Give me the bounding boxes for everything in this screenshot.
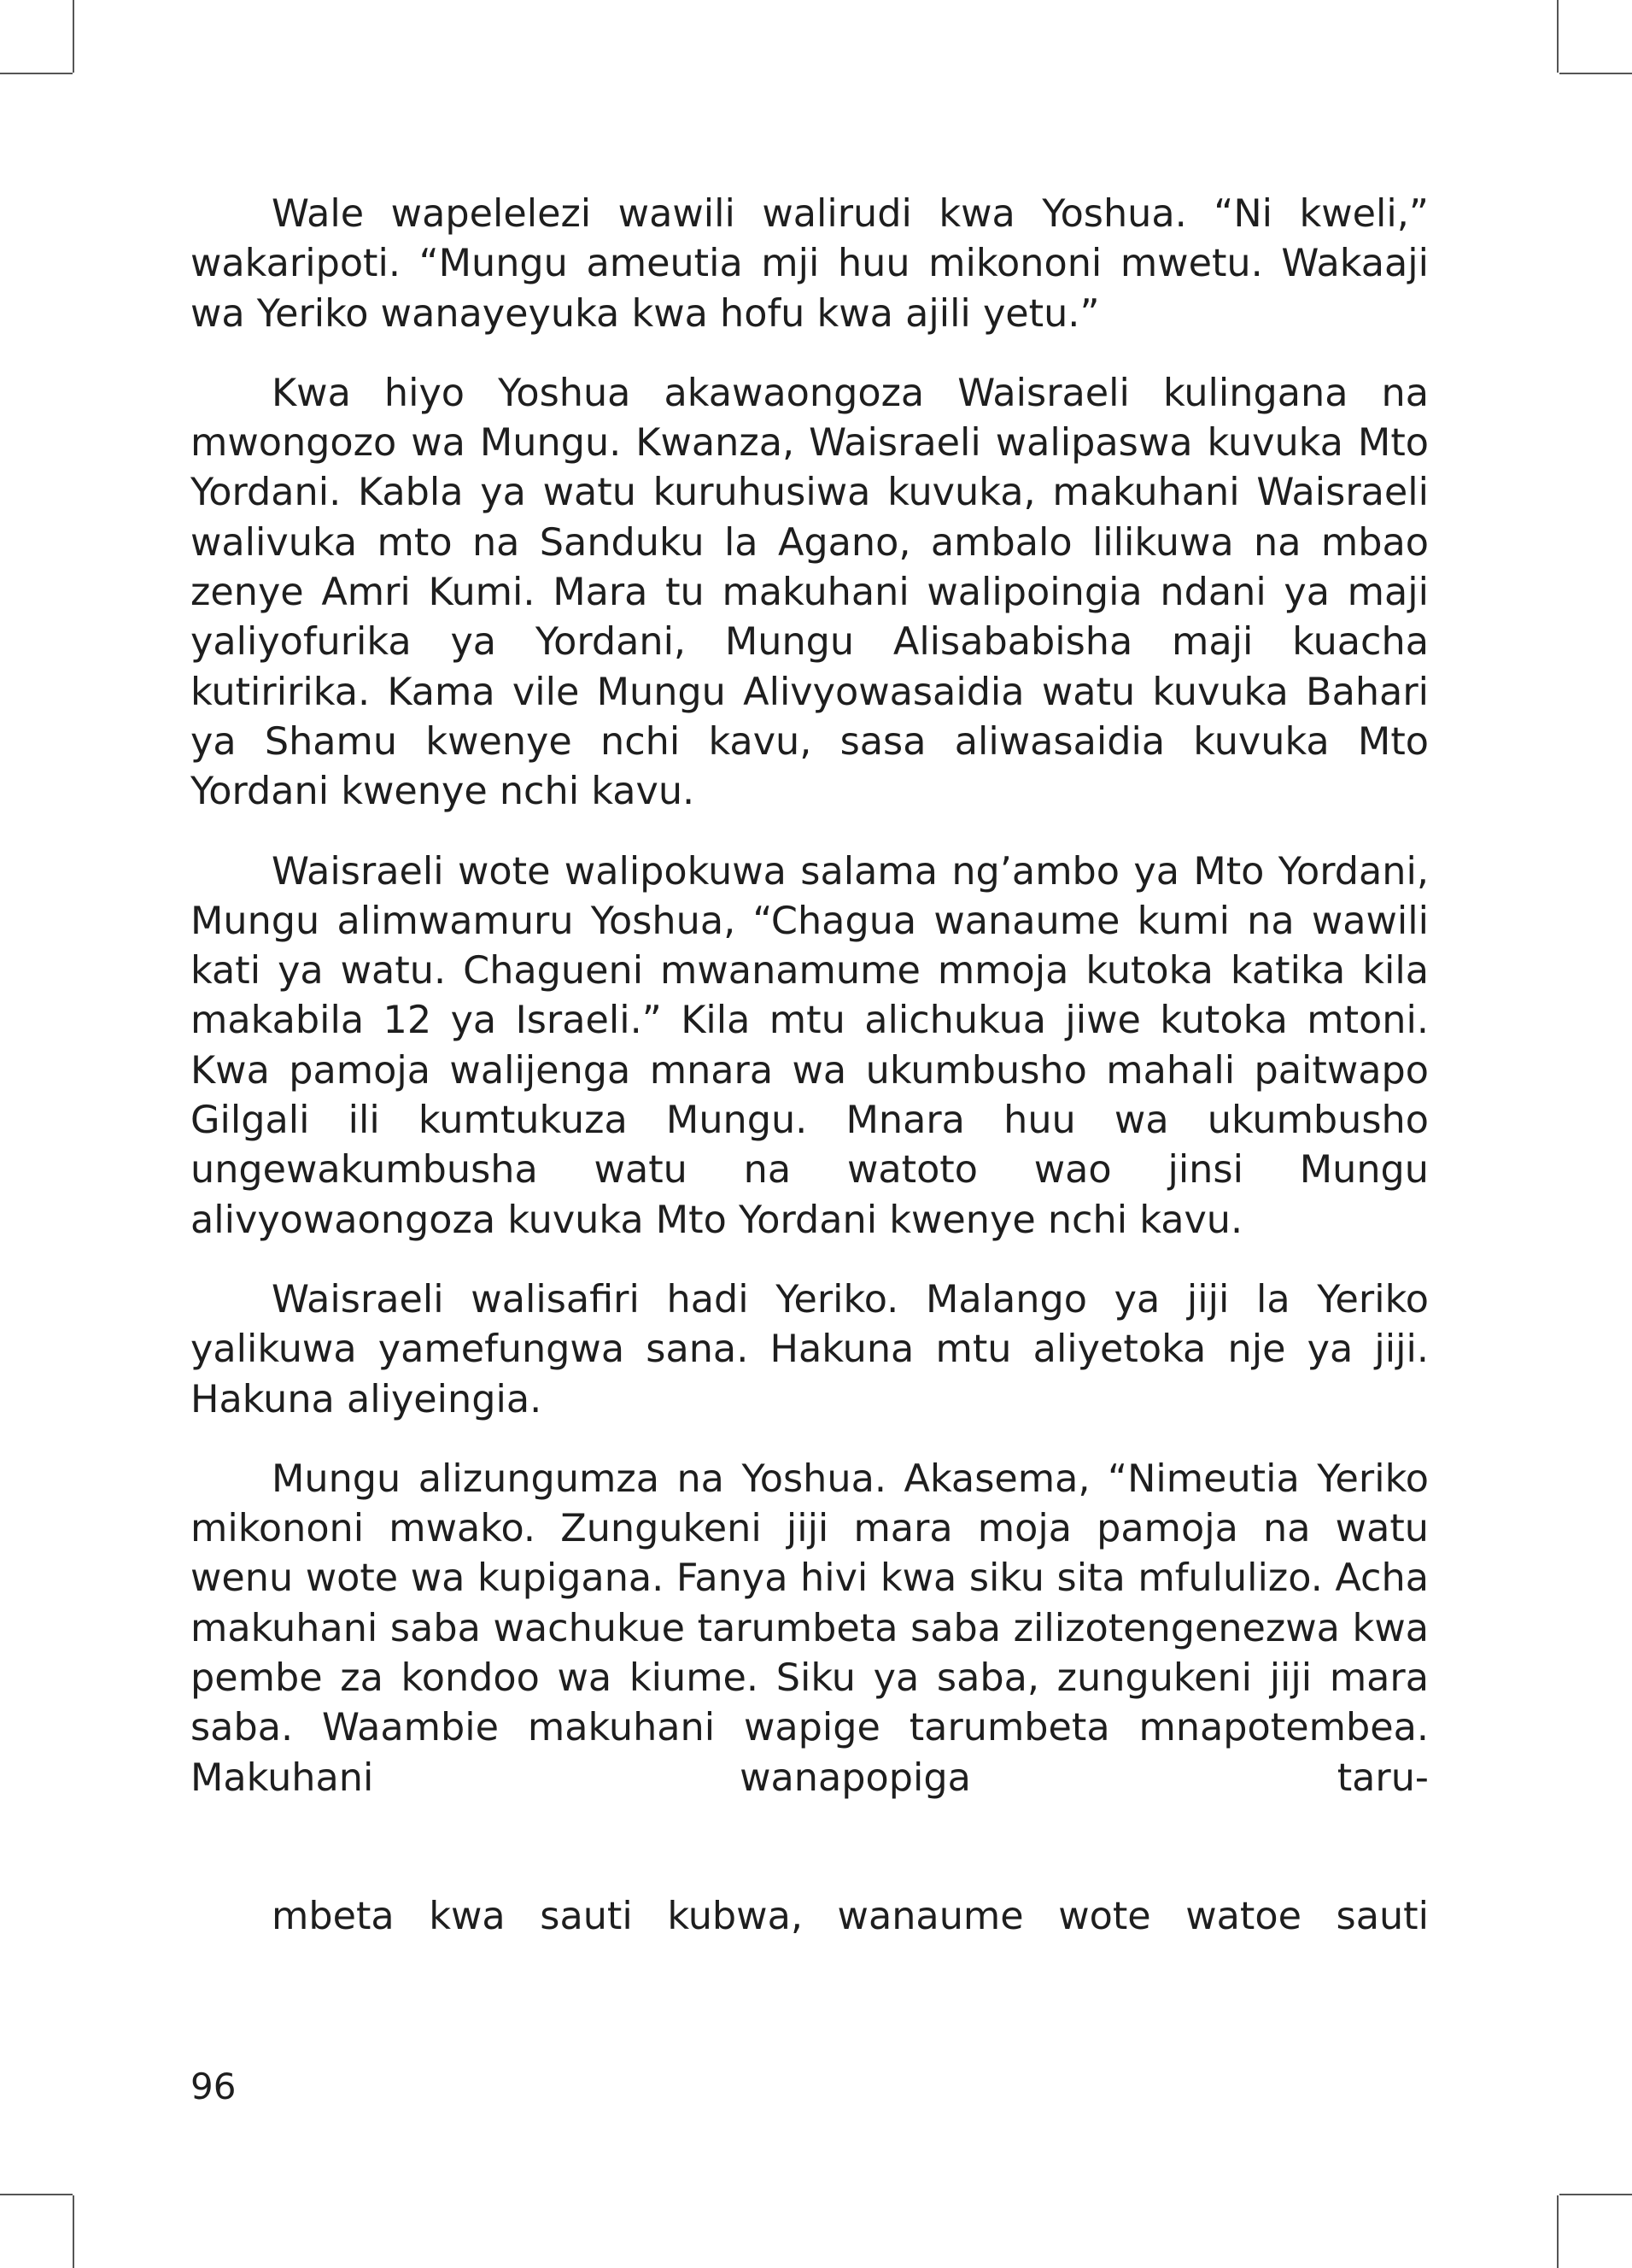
paragraph-4: Waisraeli walisafiri hadi Yeriko. Malango ya jiji la Yeriko yalikuwa yamefungwa sana. Hakuna mtu aliyetoka nje ya jiji. Hakuna aliyeingia. xyxy=(190,1277,1429,1421)
crop-mark-bottom-right-vertical xyxy=(1557,2195,1559,2268)
body-text xyxy=(190,190,1429,1833)
paragraph-2: Kwa hiyo Yoshua akawaongoza Waisraeli kulingana na mwongozo wa Mungu. Kwanza, Waisraeli walipaswa kuvuka Mto Yordani. Kabla ya watu kuruhusiwa kuvuka, makuhani Waisraeli walivuka mto na Sanduku la Agano, ambalo lilikuwa na mbao zenye Amri Kumi. Mara tu makuhani walipoingia ndani ya maji yaliyofurika ya Yordani, Mungu Alisababisha maji kuacha kutiririka. Kama vile Mungu Alivyowasaidia watu kuvuka Bahari ya Shamu kwenye nchi kavu, sasa aliwasaidia kuvuka Mto Yordani kwenye nchi kavu. xyxy=(190,371,1429,814)
page-number: 96 xyxy=(190,2066,237,2107)
crop-mark-top-right-vertical xyxy=(1557,0,1559,73)
paragraph-3: Waisraeli wote walipokuwa salama ng’ambo ya Mto Yordani, Mungu alimwamuru Yoshua, “Chagua wanaume kumi na wawili kati ya watu. Chagueni mwanamume mmoja kutoka katika kila makabila 12 ya Israeli.” Kila mtu alichukua jiwe kutoka mtoni. Kwa pamoja walijenga mnara wa ukumbusho mahali paitwapo Gilgali ili kumtukuza Mungu. Mnara huu wa ukumbusho ungewakumbusha watu na watoto wao jinsi Mungu alivyowaongoza kuvuka Mto Yordani kwenye nchi kavu. xyxy=(190,849,1429,1242)
crop-mark-bottom-right-horizontal xyxy=(1559,2194,1632,2195)
crop-mark-bottom-left-horizontal xyxy=(0,2194,73,2195)
paragraph-5: Mungu alizungumza na Yoshua. Akasema, “Nimeutia Yeriko mikononi mwako. Zungukeni jiji mara moja pamoja na watu wenu wote wa kupigana. Fanya hivi kwa siku sita mfululizo. Acha makuhani saba wachukue tarumbeta saba zilizotengenezwa kwa pembe za kondoo wa kiume. Siku ya saba, zungukeni jiji mara saba. Waambie makuhani wapige tarumbeta mnapotembea. Makuhani wanapopiga taru- xyxy=(190,1456,1429,1800)
crop-mark-top-left-vertical xyxy=(73,0,74,73)
crop-mark-bottom-left-vertical xyxy=(73,2195,74,2268)
paragraph-1: Wale wapelelezi wawili walirudi kwa Yoshua. “Ni kweli,” wakaripoti. “Mungu ameutia mji huu mikononi mwetu. Wakaaji wa Yeriko wanayeyuka kwa hofu kwa ajili yetu.” xyxy=(190,192,1429,336)
continuation-line: mbeta kwa sauti kubwa, wanaume wote watoe sauti xyxy=(272,1895,1429,1938)
crop-mark-top-left-horizontal xyxy=(0,73,73,74)
crop-mark-top-right-horizontal xyxy=(1559,73,1632,74)
